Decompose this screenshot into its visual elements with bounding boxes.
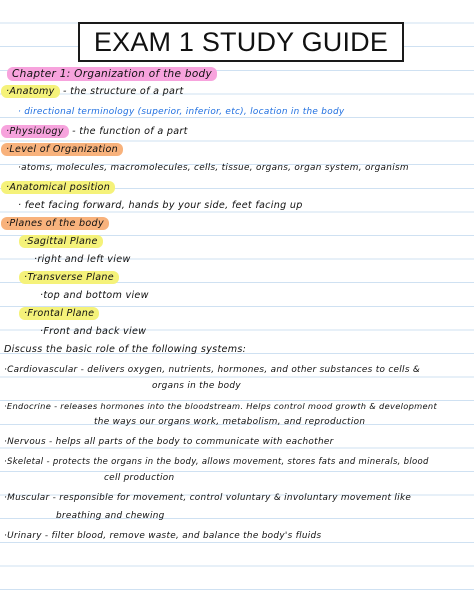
endocrine-description-cont: the ways our organs work, metabolism, and reproduction (94, 417, 366, 427)
muscular-description: - responsible for movement, control voluntary & involuntary movement like (52, 493, 412, 503)
planes-line (4, 218, 109, 230)
anatomy-definition: - the structure of a part (63, 86, 184, 97)
anatomy-line (4, 86, 184, 98)
levels-line (4, 144, 123, 156)
title-box (78, 22, 404, 62)
physiology-line (4, 126, 188, 138)
muscular-description-cont: breathing and chewing (56, 511, 165, 521)
muscular-term: ·Muscular (4, 493, 50, 503)
anatomical-heading: ·Anatomical position (1, 181, 115, 194)
cardio-term: ·Cardiovascular (4, 365, 78, 375)
sagittal-view: ·right and left view (34, 254, 131, 265)
planes-heading: ·Planes of the body (1, 217, 109, 230)
urinary-term: ·Urinary (4, 531, 42, 541)
cardio-description: - delivers oxygen, nutrients, hormones, and other substances to cells & (80, 365, 421, 375)
anatomy-detail: · directional terminology (superior, inferior, etc), location in the body (18, 107, 345, 117)
levels-heading: ·Level of Organization (1, 143, 123, 156)
frontal-heading: ·Frontal Plane (19, 307, 99, 320)
anatomical-description: · feet facing forward, hands by your side, feet facing up (18, 200, 303, 211)
endocrine-description: - releases hormones into the bloodstream. Helps control mood growth & development (54, 401, 438, 411)
page-title: EXAM 1 STUDY GUIDE (93, 26, 389, 57)
sagittal-line (22, 236, 103, 248)
physiology-term: ·Physiology (1, 125, 69, 138)
endocrine-line (4, 400, 437, 412)
muscular-line (4, 492, 411, 504)
sagittal-heading: ·Sagittal Plane (19, 235, 103, 248)
systems-prompt: Discuss the basic role of the following systems: (4, 344, 247, 355)
skeletal-description-cont: cell production (104, 473, 175, 483)
cardio-description-cont: organs in the body (152, 381, 241, 391)
anatomy-term: ·Anatomy (1, 85, 60, 98)
endocrine-term: ·Endocrine (4, 401, 52, 411)
transverse-line (22, 272, 119, 284)
skeletal-line (4, 456, 429, 468)
nervous-description: - helps all parts of the body to communicate with eachother (49, 437, 334, 447)
chapter-line (10, 68, 217, 80)
levels-list: ·atoms, molecules, macromolecules, cells, tissue, organs, organ system, organism (18, 163, 409, 173)
nervous-term: ·Nervous (4, 437, 46, 447)
skeletal-term: ·Skeletal (4, 457, 44, 467)
urinary-line (4, 530, 321, 542)
transverse-view: ·top and bottom view (40, 290, 149, 301)
cardio-line (4, 364, 420, 376)
urinary-description: - filter blood, remove waste, and balance the body's fluids (44, 531, 322, 541)
anatomical-line (4, 182, 115, 194)
frontal-view: ·Front and back view (40, 326, 147, 337)
frontal-line (22, 308, 99, 320)
physiology-definition: - the function of a part (72, 126, 188, 137)
chapter-heading: Chapter 1: Organization of the body (7, 67, 217, 81)
transverse-heading: ·Transverse Plane (19, 271, 119, 284)
nervous-line (4, 436, 334, 448)
skeletal-description: - protects the organs in the body, allows movement, stores fats and minerals, blood (46, 457, 429, 467)
